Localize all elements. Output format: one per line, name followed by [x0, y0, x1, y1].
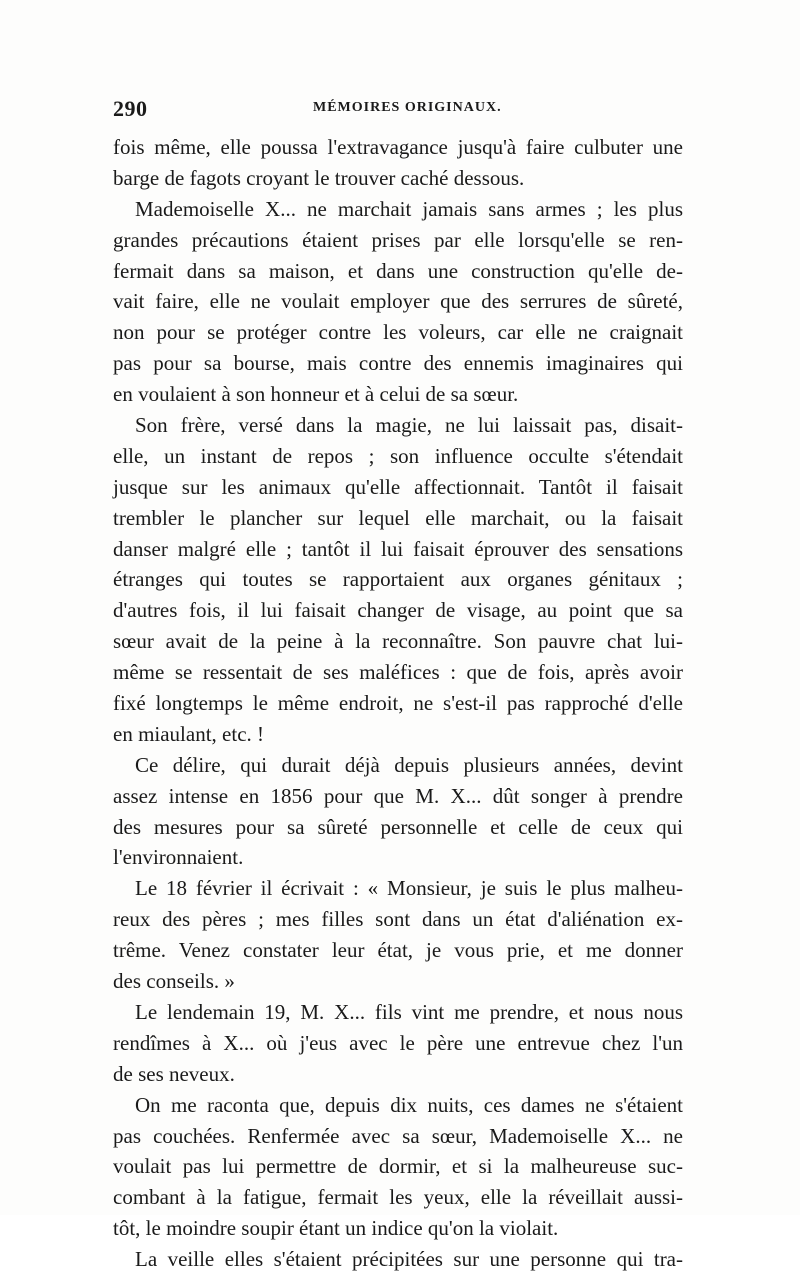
text-line: Le 18 février il écrivait : « Monsieur, je suis le plus malheu- — [135, 876, 683, 901]
text-line: non pour se protéger contre les voleurs, car elle ne craignait — [113, 320, 683, 345]
text-line: fermait dans sa maison, et dans une construction qu'elle de- — [113, 258, 683, 283]
text-line: grandes précautions étaient prises par elle lorsqu'elle se ren- — [113, 227, 683, 252]
text-line: reux des pères ; mes filles sont dans un état d'aliénation ex- — [113, 907, 683, 932]
text-line: pas pour sa bourse, mais contre des ennemis imaginaires qui — [113, 351, 683, 376]
text-line: voulait pas lui permettre de dormir, et si la malheureuse suc- — [113, 1154, 683, 1179]
text-line: danser malgré elle ; tantôt il lui faisait éprouver des sensations — [113, 536, 683, 561]
text-line: Son frère, versé dans la magie, ne lui laissait pas, disait- — [135, 413, 683, 438]
text-line: en voulaient à son honneur et à celui de sa sœur. — [113, 382, 519, 407]
text-line: des conseils. » — [113, 969, 235, 994]
text-line: tôt, le moindre soupir étant un indice qu'on la violait. — [113, 1216, 559, 1241]
text-line: La veille elles s'étaient précipitées sur une personne qui tra- — [135, 1247, 683, 1272]
text-line: en miaulant, etc. ! — [113, 721, 265, 746]
running-head: MÉMOIRES ORIGINAUX. — [313, 100, 502, 115]
text-line: barge de fagots croyant le trouver caché dessous. — [113, 165, 525, 190]
text-line: jusque sur les animaux qu'elle affectionnait. Tantôt il faisait — [113, 474, 683, 499]
text-line: d'autres fois, il lui faisait changer de visage, au point que sa — [113, 598, 683, 623]
text-line: fois même, elle poussa l'extravagance jusqu'à faire culbuter une — [113, 135, 683, 159]
text-line: Mademoiselle X... ne marchait jamais sans armes ; les plus — [135, 196, 683, 221]
page-header — [113, 96, 690, 126]
text-line: pas couchées. Renfermée avec sa sœur, Mademoiselle X... ne — [113, 1123, 683, 1148]
text-line: des mesures pour sa sûreté personnelle et celle de ceux qui — [113, 814, 683, 839]
text-line: même se ressentait de ses maléfices : que de fois, après avoir — [113, 660, 683, 685]
text-line: trême. Venez constater leur état, je vous prie, et me donner — [113, 938, 683, 963]
text-line: elle, un instant de repos ; son influence occulte s'étendait — [113, 443, 683, 468]
text-line: l'environnaient. — [113, 845, 244, 870]
text-line: de ses neveux. — [113, 1061, 235, 1086]
text-line: assez intense en 1856 pour que M. X... dût songer à prendre — [113, 783, 683, 808]
text-line: Ce délire, qui durait déjà depuis plusieurs années, devint — [135, 752, 683, 777]
text-line: Le lendemain 19, M. X... fils vint me prendre, et nous nous — [135, 999, 683, 1024]
text-line: rendîmes à X... où j'eus avec le père une entrevue chez l'un — [113, 1030, 683, 1055]
text-line: trembler le plancher sur lequel elle marchait, ou la faisait — [113, 505, 683, 530]
text-line: fixé longtemps le même endroit, ne s'est-il pas rapproché d'elle — [113, 691, 683, 716]
text-line: sœur avait de la peine à la reconnaître. Son pauvre chat lui- — [113, 629, 683, 654]
text-line: On me raconta que, depuis dix nuits, ces dames ne s'étaient — [135, 1092, 683, 1117]
text-line: étranges qui toutes se rapportaient aux organes génitaux ; — [113, 567, 683, 592]
text-line: combant à la fatigue, fermait les yeux, elle la réveillait aussi- — [113, 1185, 683, 1210]
text-line: vait faire, elle ne voulait employer que des serrures de sûreté, — [113, 289, 683, 314]
page-number: 290 — [113, 96, 148, 121]
body-text — [113, 132, 683, 1275]
